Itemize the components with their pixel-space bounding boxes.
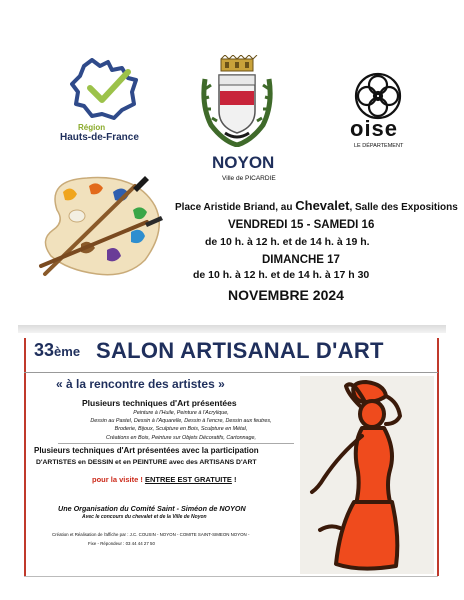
salon-edition bbox=[34, 340, 80, 361]
figure-illustration-icon bbox=[300, 376, 434, 574]
month-year: NOVEMBRE 2024 bbox=[228, 287, 344, 303]
city-subtitle: Ville de PICARDIE bbox=[222, 175, 276, 182]
edition-number: 33 bbox=[34, 340, 55, 360]
entry-pre: pour la visite ! bbox=[92, 475, 143, 484]
venue-address: Place Aristide Briand, au bbox=[175, 202, 293, 213]
participation-line-1: Plusieurs techniques d'Art présentées avec la participation bbox=[34, 446, 259, 455]
section-divider bbox=[18, 325, 446, 333]
noyon-coat-of-arms-icon bbox=[197, 55, 277, 147]
venue-name: Chevalet bbox=[295, 198, 350, 213]
dates-line-1: VENDREDI 15 - SAMEDI 16 bbox=[228, 219, 375, 231]
organisation-line-1: Une Organisation du Comité Saint - Siméon de NOYON bbox=[58, 504, 246, 513]
participation-line-2: D'ARTISTES en DESSIN et en PEINTURE avec des ARTISANS D'ART bbox=[36, 459, 257, 466]
paint-palette-icon bbox=[37, 170, 167, 280]
oise-name: oise bbox=[350, 116, 399, 141]
hours-line-2: de 10 h. à 12 h. et de 14 h. à 17 h 30 bbox=[193, 269, 370, 281]
oise-subtitle: LE DÉPARTEMENT bbox=[354, 143, 404, 149]
entry-post: ! bbox=[231, 475, 237, 484]
credits-line-1: Création et Réalisation de l'affiche par : J.C. COUSIN - NOYON - COMITE SAINT-SIMEON NOYON - bbox=[52, 532, 250, 537]
dates-line-2: DIMANCHE 17 bbox=[262, 254, 340, 266]
right-red-border bbox=[437, 338, 439, 576]
salon-subtitle: « à la rencontre des artistes » bbox=[56, 377, 225, 391]
techniques-list bbox=[66, 409, 296, 442]
venue-hall: , Salle des Expositions bbox=[349, 202, 458, 213]
techniques-heading: Plusieurs techniques d'Art présentées bbox=[82, 398, 237, 408]
hours-line-1: de 10 h. à 12 h. et de 14 h. à 19 h. bbox=[205, 236, 370, 248]
credits-line-2: Fixe - Répondeur : 03 44 44 27 50 bbox=[88, 541, 155, 546]
entry-free: ENTREE EST GRATUITE bbox=[144, 475, 232, 484]
left-red-border bbox=[24, 338, 26, 576]
technique-line: Peinture à l'Huile, Peinture à l'Acrylique, bbox=[133, 410, 229, 416]
bottom-border bbox=[24, 576, 438, 577]
salon-title: SALON ARTISANAL D'ART bbox=[96, 338, 384, 363]
technique-line: Broderie, Bijoux, Sculpture en Bois, Sculpture en Métal, bbox=[114, 426, 248, 433]
organisation-line-2: Avec le concours du chevalet et de la Ville de Noyon bbox=[82, 514, 207, 520]
region-label: Région bbox=[78, 123, 106, 132]
technique-line: Créations en Bois, Peinture sur Objets Décoratifs, Cartonnage, bbox=[105, 434, 257, 441]
venue-line bbox=[175, 198, 458, 213]
oise-flower-icon bbox=[347, 70, 409, 122]
technique-line: Dessin au Pastel, Dessin à l'Aquarelle, Dessin à l'encre, Dessin aux feutres, bbox=[90, 418, 272, 425]
city-name: NOYON bbox=[212, 153, 275, 172]
title-separator bbox=[24, 372, 438, 373]
region-map-icon bbox=[70, 58, 142, 120]
edition-suffix: ème bbox=[54, 344, 81, 359]
region-name: Hauts-de-France bbox=[60, 132, 139, 143]
techniques-separator bbox=[58, 443, 294, 444]
entry-notice bbox=[92, 475, 237, 484]
